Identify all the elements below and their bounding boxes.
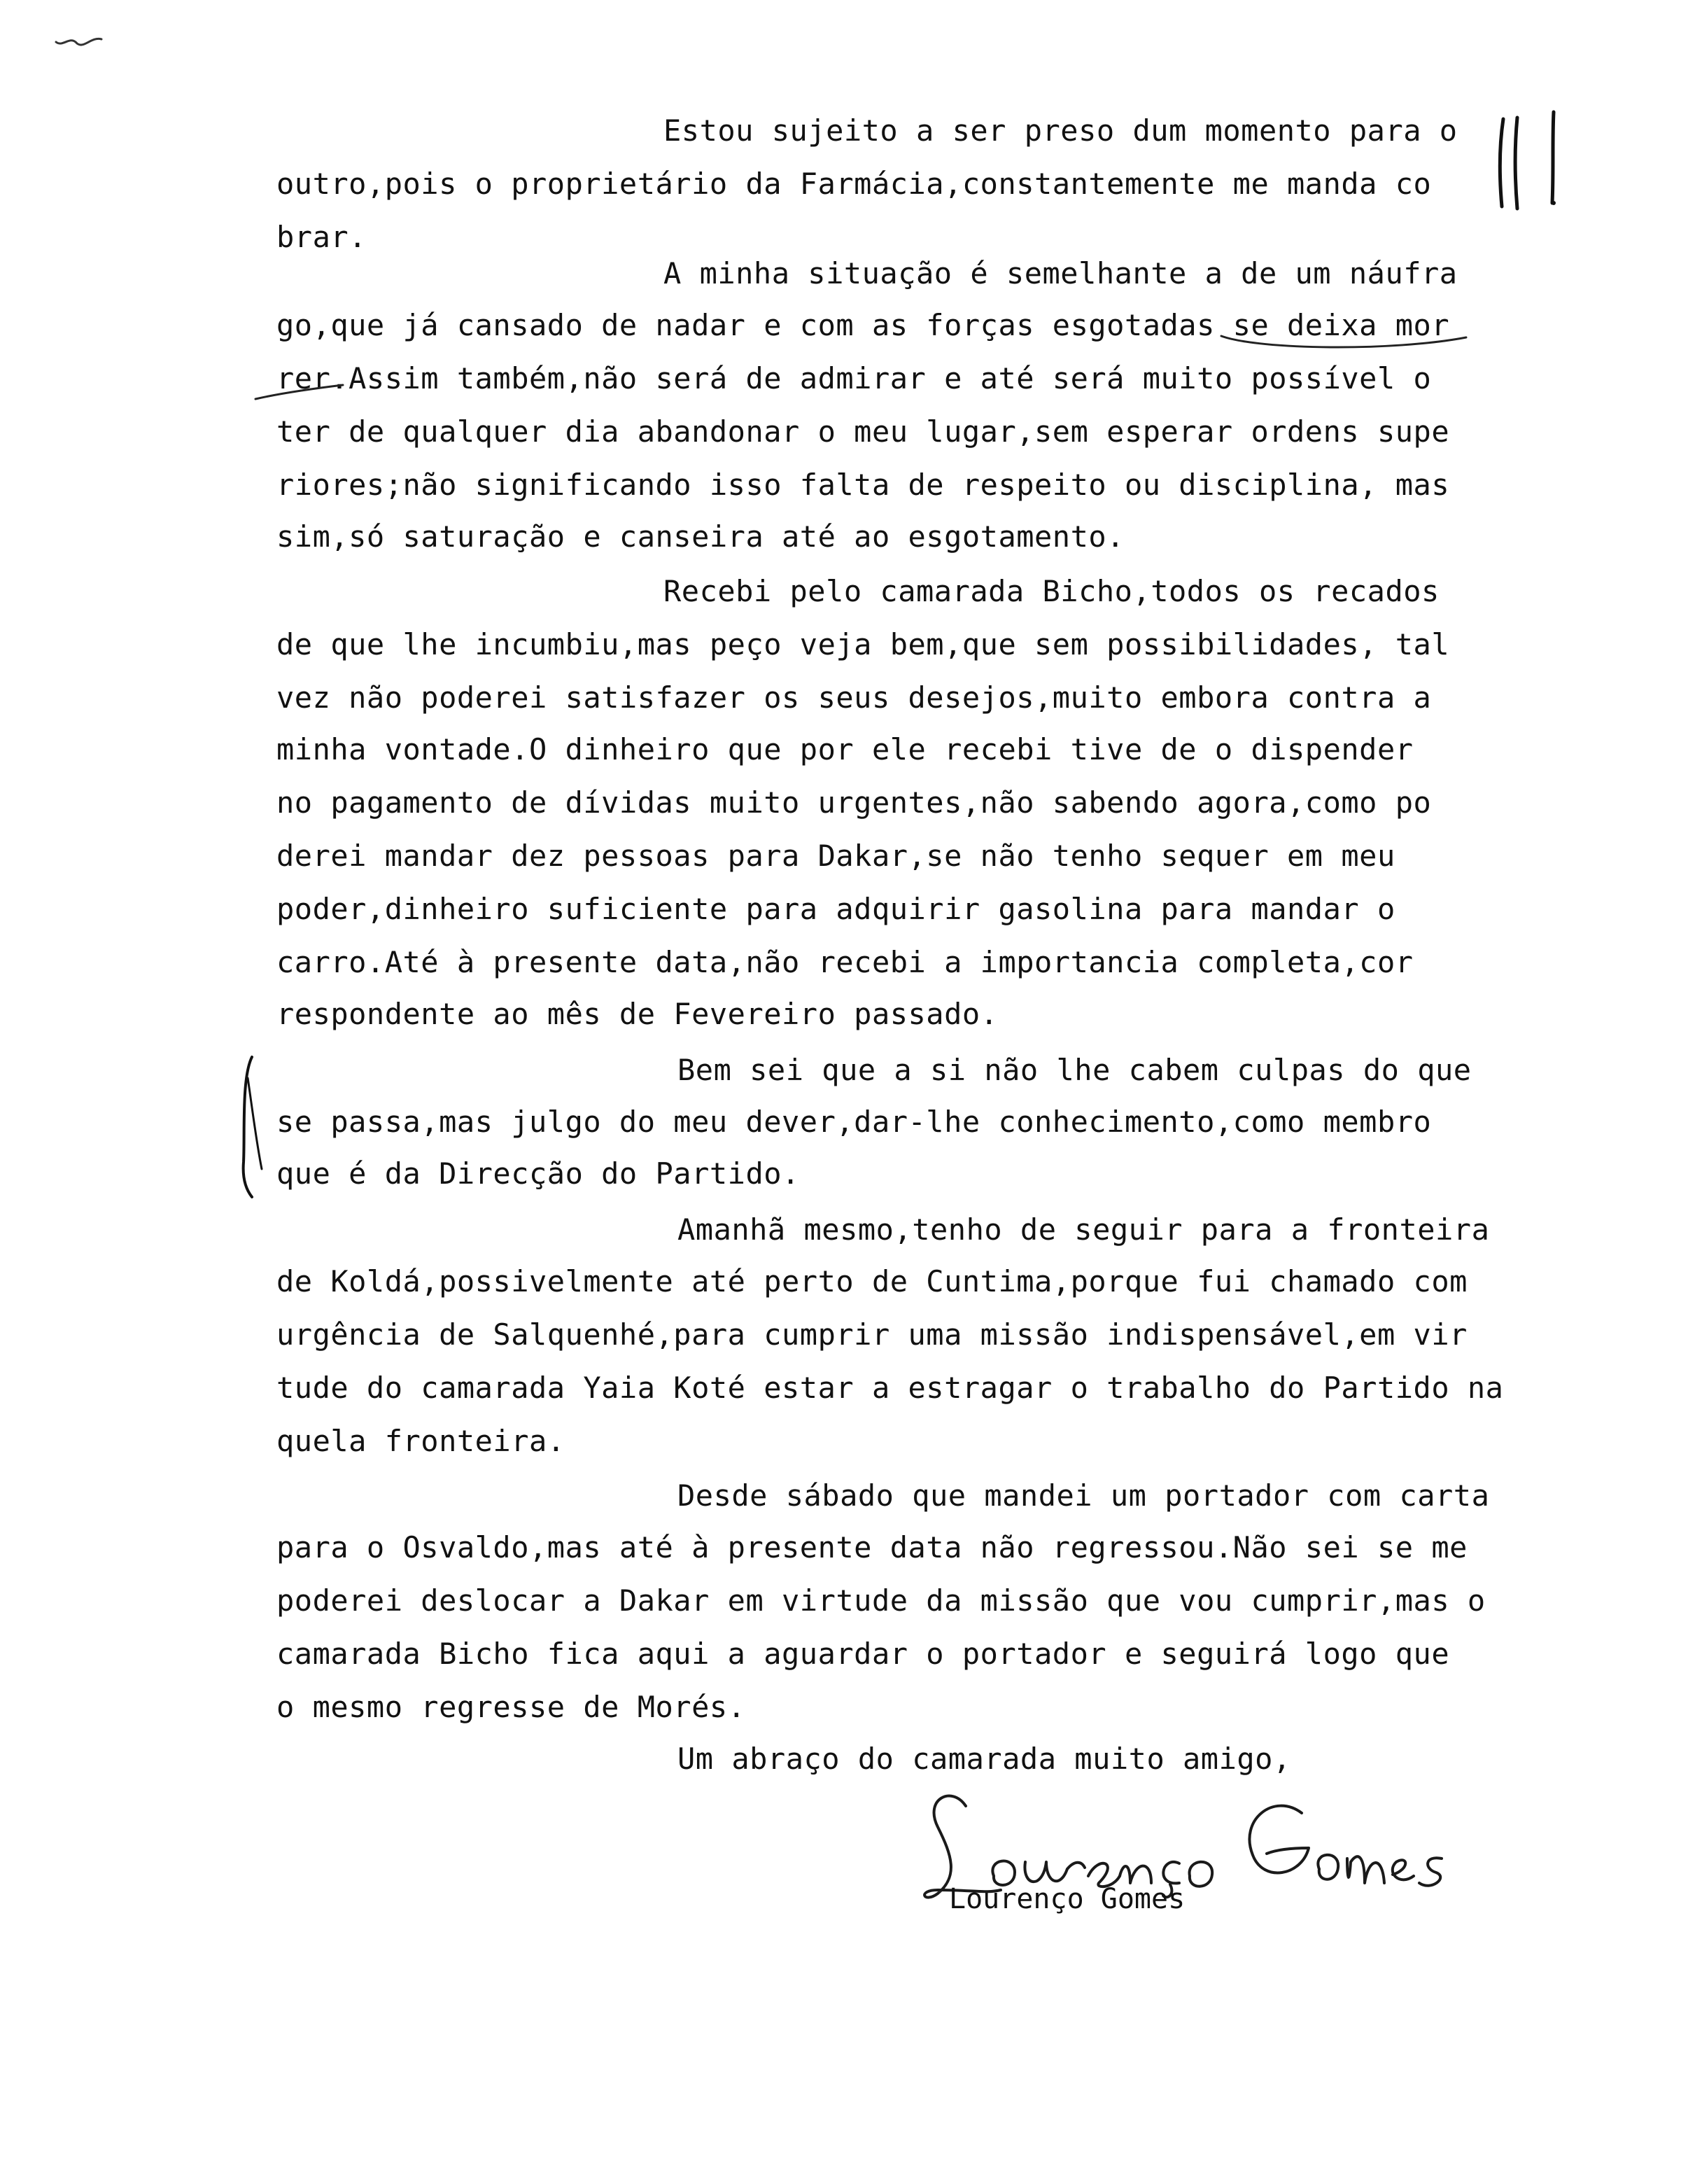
letter-line: urgência de Salquenhé,para cumprir uma missão indispensável,em vir <box>276 1317 1468 1352</box>
typed-signature-name: Lourenço Gomes <box>949 1883 1186 1915</box>
letter-line: de que lhe incumbiu,mas peço veja bem,que sem possibilidades, tal <box>276 627 1450 662</box>
letter-line: no pagamento de dívidas muito urgentes,não sabendo agora,como po <box>276 785 1432 820</box>
letter-line: Bem sei que a si não lhe cabem culpas do que <box>677 1053 1472 1087</box>
letter-line: ter de qualquer dia abandonar o meu lugar,sem esperar ordens supe <box>276 414 1450 449</box>
letter-line: go,que já cansado de nadar e com as forças esgotadas se deixa mor <box>276 308 1450 342</box>
letter-line: que é da Direcção do Partido. <box>276 1156 800 1191</box>
underline-curve-mark <box>1218 329 1470 357</box>
letter-line: sim,só saturação e canseira até ao esgotamento. <box>276 519 1125 554</box>
letter-line: se passa,mas julgo do meu dever,dar-lhe conhecimento,como membro <box>276 1105 1432 1139</box>
letter-line: para o Osvaldo,mas até à presente data não regressou.Não sei se me <box>276 1530 1468 1564</box>
letter-line: Amanhã mesmo,tenho de seguir para a fronteira <box>677 1212 1490 1247</box>
letter-line: A minha situação é semelhante a de um náufra <box>663 256 1458 290</box>
letter-line: de Koldá,possivelmente até perto de Cuntima,porque fui chamado com <box>276 1264 1468 1298</box>
letter-line: outro,pois o proprietário da Farmácia,constantemente me manda co <box>276 167 1432 201</box>
letter-line: o mesmo regresse de Morés. <box>276 1690 746 1724</box>
letter-line: Desde sábado que mandei um portador com carta <box>677 1478 1490 1513</box>
corner-scribble-mark <box>49 28 112 56</box>
letter-line: minha vontade.O dinheiro que por ele recebi tive de o dispender <box>276 732 1414 766</box>
margin-bracket-mark <box>231 1050 273 1204</box>
letter-line: carro.Até à presente data,não recebi a importancia completa,cor <box>276 945 1414 979</box>
letter-line: rer.Assim também,não será de admirar e até será muito possível o <box>276 361 1432 396</box>
letter-line: riores;não significando isso falta de respeito ou disciplina, mas <box>276 468 1450 502</box>
letter-line: Estou sujeito a ser preso dum momento para o <box>663 113 1458 148</box>
letter-line: brar. <box>276 220 367 254</box>
letter-line: camarada Bicho fica aqui a aguardar o portador e seguirá logo que <box>276 1637 1450 1671</box>
letter-line: Um abraço do camarada muito amigo, <box>677 1742 1291 1776</box>
margin-double-line-mark <box>1484 105 1568 217</box>
underline-stroke-mark <box>252 378 350 406</box>
letter-line: Recebi pelo camarada Bicho,todos os recados <box>663 574 1440 608</box>
letter-line: poderei deslocar a Dakar em virtude da missão que vou cumprir,mas o <box>276 1583 1486 1618</box>
letter-line: tude do camarada Yaia Koté estar a estragar o trabalho do Partido na <box>276 1371 1504 1405</box>
letter-line: quela fronteira. <box>276 1424 565 1458</box>
letter-line: respondente ao mês de Fevereiro passado. <box>276 997 999 1031</box>
letter-line: derei mandar dez pessoas para Dakar,se não tenho sequer em meu <box>276 839 1395 873</box>
letter-line: poder,dinheiro suficiente para adquirir gasolina para mandar o <box>276 892 1395 926</box>
letter-line: vez não poderei satisfazer os seus desejos,muito embora contra a <box>276 680 1432 715</box>
